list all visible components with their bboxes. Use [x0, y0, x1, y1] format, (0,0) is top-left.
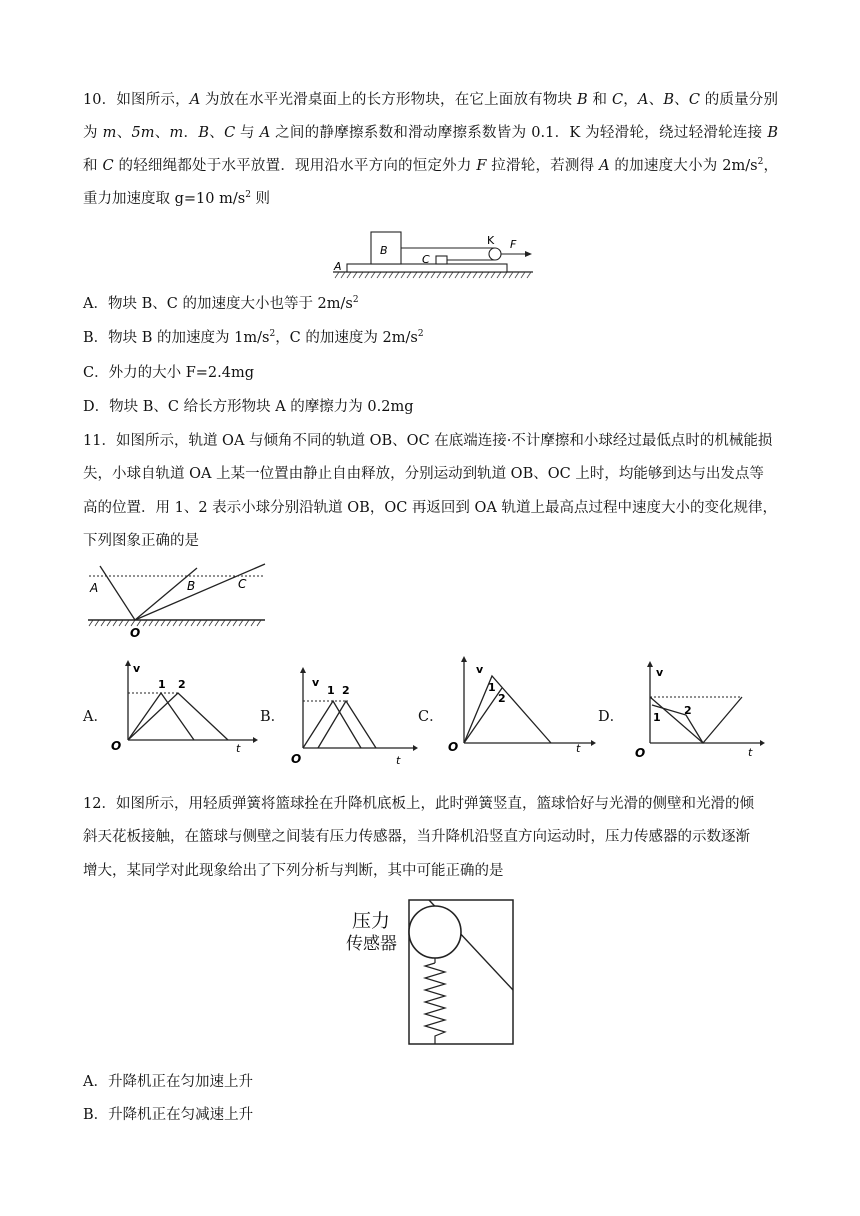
graph-b-2: 2 [342, 684, 350, 697]
q11-line-3: 高的位置．用 1、2 表示小球分别沿轨道 OB，OC 再返回到 OA 轨道上最高点过程中速度大小的变化规律， [83, 500, 777, 516]
q12-line-2: 斜天花板接触，在篮球与侧壁之间装有压力传感器，当升降机沿竖直方向运动时，压力传感器的示数逐渐 [83, 829, 750, 845]
label-b: B [380, 244, 388, 257]
graph-a-1: 1 [158, 678, 166, 691]
label-f: F [510, 238, 517, 251]
q11-option-a-label[interactable]: A． [83, 709, 108, 725]
graph-d-1: 1 [653, 711, 661, 724]
graph-c-t: t [576, 742, 581, 755]
graph-d-t: t [748, 746, 753, 759]
q10-option-c[interactable]: C．外力的大小 F=2.4mg [83, 365, 255, 381]
track-oa [100, 566, 135, 620]
track-label-a: A [90, 581, 99, 595]
graph-d-o: O [635, 746, 646, 760]
graph-c-2: 2 [498, 692, 506, 705]
q11-option-c-label[interactable]: C． [418, 709, 444, 725]
fig-label-sensor: 传感器 [346, 934, 397, 954]
q11-line-4: 下列图象正确的是 [83, 533, 199, 549]
q11-graph-c[interactable] [446, 655, 596, 755]
q10-option-a[interactable]: A．物块 B、C 的加速度大小也等于 $2m/s^2$ [83, 295, 359, 312]
q12-elevator-figure [405, 896, 517, 1048]
graph-c-o: O [448, 740, 459, 754]
label-k: K [487, 234, 495, 247]
graph-d-v: v [656, 666, 664, 679]
q11-line-1: 11．如图所示，轨道 OA 与倾角不同的轨道 OB、OC 在底端连接·不计摩擦和小球经过最低点时的机械能损 [83, 433, 773, 449]
graph-a-2: 2 [178, 678, 186, 691]
graph-b-o: O [291, 752, 302, 766]
q11-graph-d[interactable] [630, 660, 765, 760]
basketball [409, 906, 461, 958]
q11-option-d-label[interactable]: D． [598, 709, 625, 725]
spring [425, 963, 445, 1044]
q11-option-b-label[interactable]: B． [260, 709, 286, 725]
label-c: C [422, 253, 430, 266]
graph-b-t: t [396, 754, 401, 766]
track-label-b: B [187, 579, 196, 593]
track-label-c: C [238, 577, 247, 591]
q11-graph-b[interactable] [288, 666, 418, 766]
graph-b-v: v [312, 676, 320, 689]
ground-hatch [335, 272, 531, 278]
q11-graph-a[interactable] [108, 660, 258, 752]
q10-option-d[interactable]: D．物块 B、C 给长方形物块 A 的摩擦力为 0.2mg [83, 399, 414, 415]
graph-a-v: v [133, 662, 141, 675]
q10-figure [325, 228, 540, 283]
graph-a-t: t [236, 742, 241, 752]
graph-d-2: 2 [684, 704, 692, 717]
q12-line-3: 增大，某同学对此现象给出了下列分析与判断，其中可能正确的是 [83, 863, 504, 879]
graph-a-o: O [111, 739, 122, 752]
q12-option-b[interactable]: B．升降机正在匀减速上升 [83, 1107, 254, 1123]
graph-c-1: 1 [488, 681, 496, 694]
label-a: A [334, 260, 342, 273]
block-c [436, 256, 447, 264]
track-oc [135, 564, 265, 620]
q12-line-1: 12．如图所示，用轻质弹簧将篮球拴在升降机底板上，此时弹簧竖直，篮球恰好与光滑的侧壁和光滑的倾 [83, 796, 754, 812]
pulley-k [489, 248, 501, 260]
graph-b-1: 1 [327, 684, 335, 697]
track-label-o: O [130, 626, 141, 640]
q11-line-2: 失，小球自轨道 OA 上某一位置由静止自由释放，分别运动到轨道 OB、OC 上时，均能够到达与出发点等 [83, 466, 764, 482]
q11-track-figure [85, 558, 270, 640]
fig-label-pressure: 压力 [352, 910, 391, 932]
question-10-text: 10．如图所示，A 为放在水平光滑桌面上的长方形物块，在它上面放有物块 B 和 C，A、B、C 的质量分别为 m、5m、m．B、C 与 A 之间的静摩擦系数和滑动摩擦系数皆为 0.1．K 为轻滑轮，绕过轻滑轮连接 B 和 C 的轻细绳都处于水平放置．现用沿水平方向的恒定外力 F 拉滑轮，若测得 A 的加速度大小为 $2m/s^2$，重力加速度取 g=10 $m/s^2$ 则 [83, 92, 779, 207]
q10-option-b[interactable]: B．物块 B 的加速度为 $1m/s^2$，C 的加速度为 $2m/s^2$ [83, 329, 424, 346]
graph-c-v: v [476, 663, 484, 676]
q12-option-a[interactable]: A．升降机正在匀加速上升 [83, 1074, 253, 1090]
